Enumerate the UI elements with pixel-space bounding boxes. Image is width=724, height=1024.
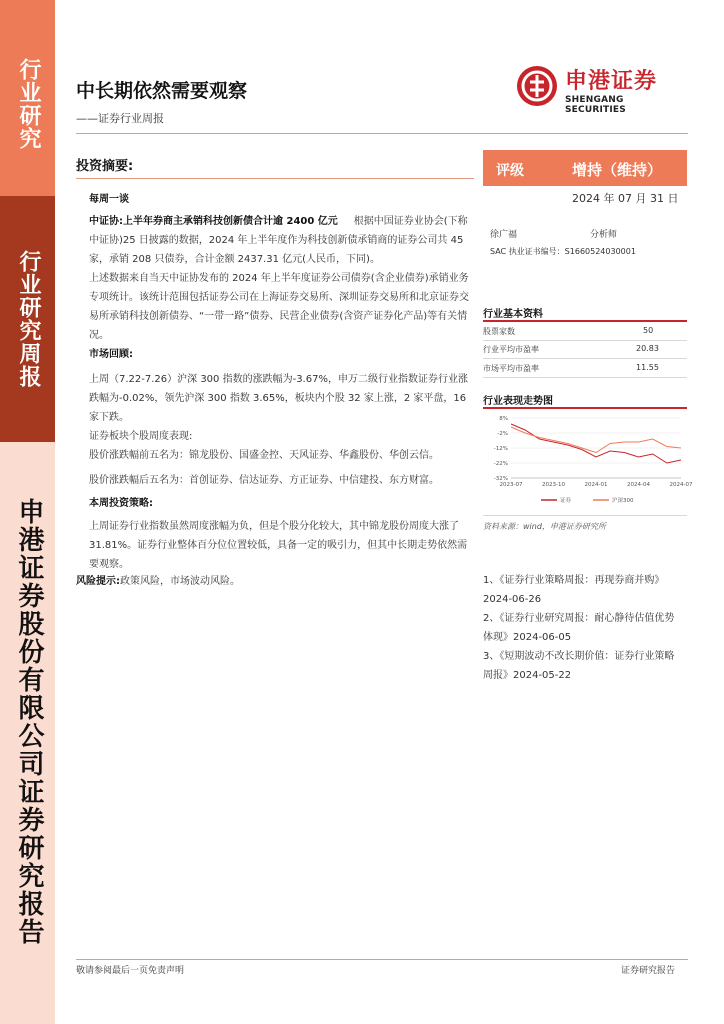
chart-x-tick-label: 2023-07	[499, 482, 523, 488]
report-title: 中长期依然需要观察	[76, 80, 248, 102]
info-row-value: 11.55	[636, 363, 659, 372]
top-five-stocks: 股价涨跌幅前五名为：锦龙股份、国盛金控、天风证券、华鑫股份、华创云信。	[89, 450, 439, 461]
chart-legend-label: 沪深300	[612, 498, 634, 504]
analyst-title: 分析师	[590, 230, 618, 240]
analyst-sac-number: SAC 执业证书编号：S1660524030001	[490, 247, 636, 256]
report-subtitle: ——证券行业周报	[76, 112, 164, 125]
bottom-five-stocks: 股价涨跌幅后五名为：首创证券、信达证券、方正证券、中信建投、东方财富。	[89, 475, 439, 486]
info-row-divider	[483, 358, 687, 359]
header-divider	[76, 133, 688, 134]
chart-source-divider	[483, 515, 687, 516]
info-row-label: 股票家数	[483, 327, 515, 336]
chart-x-tick-label: 2024-07	[669, 482, 693, 488]
trend-chart-heading: 行业表现走势图	[483, 396, 553, 407]
rating-value: 增持（维持）	[572, 161, 663, 179]
chart-y-tick-label: -12%	[493, 446, 508, 452]
summary-divider	[76, 178, 474, 179]
industry-trend-chart	[483, 412, 693, 512]
info-row-label: 市场平均市盈率	[483, 364, 539, 373]
chart-y-tick-label: -2%	[497, 431, 508, 437]
info-row-value: 20.83	[636, 344, 659, 353]
summary-heading: 投资摘要:	[76, 159, 134, 174]
weekly-paragraph-1-lead: 中证协:上半年券商主承销科技创新债合计逾 2400 亿元	[89, 216, 338, 227]
chart-y-tick-label: -22%	[493, 461, 508, 467]
rating-label: 评级	[496, 163, 524, 179]
analyst-name: 徐广福	[490, 230, 518, 240]
logo-name-en: SHENGANG SECURITIES	[565, 95, 626, 115]
chart-x-tick-label: 2024-01	[584, 482, 608, 488]
chart-y-tick-label: -32%	[493, 476, 508, 482]
company-logo	[517, 66, 687, 115]
strategy-text: 上周证券行业指数虽然周度涨幅为负，但是个股分化较大，其中锦龙股份周度大涨了 31.81%。证券行业整体百分位位置较低，具备一定的吸引力，但其中长期走势依然需要观察。	[89, 521, 468, 570]
sector-performance-heading: 证券板块个股周度表现:	[89, 431, 193, 442]
chart-x-tick-label: 2024-04	[627, 482, 650, 488]
logo-emblem-icon	[517, 66, 557, 106]
info-row-label: 行业平均市盈率	[483, 345, 539, 354]
footer-report-type: 证券研究报告	[621, 966, 676, 976]
logo-name-cn: 申港证券	[565, 69, 658, 94]
risk-notice	[76, 572, 240, 591]
chart-series-line	[511, 424, 681, 463]
info-row-divider	[483, 340, 687, 341]
weekly-paragraph-2: 上述数据来自当天中证协发布的 2024 年上半年度证券公司债券(含企业债券)承销业务专项统计。该统计范围包括证券公司在上海证券交易所、深圳证券交易所和北京证券交易所承销科技创新债券、“一带一路”债券、民营企业债券(含资产证券化产品)等有关情况。	[89, 273, 469, 341]
footer-divider	[76, 959, 688, 960]
market-review-text: 上周（7.22-7.26）沪深 300 指数的涨跌幅为-3.67%，申万二级行业指数证券行业涨跌幅为-0.02%，领先沪深 300 指数 3.65%，板块内个股 32 家上涨，2 家平盘，16 家下跌。	[89, 374, 468, 423]
chart-source: 资料来源：wind，申港证券研究所	[483, 522, 606, 531]
chart-x-tick-label: 2023-10	[542, 482, 565, 488]
risk-label: 风险提示:	[76, 576, 120, 587]
strategy-heading: 本周投资策略:	[89, 498, 153, 509]
related-report-3[interactable]: 3、《短期波动不改长期价值：证券行业策略周报》2024-05-22	[483, 651, 675, 681]
related-report-2[interactable]: 2、《证券行业研究周报：耐心静待估值优势体现》2024-06-05	[483, 613, 675, 643]
info-row-value: 50	[643, 326, 654, 335]
chart-series-line	[511, 427, 681, 453]
report-date: 2024 年 07 月 31 日	[572, 192, 679, 205]
sidebar-company-label: 申港证券股份有限公司证券研究报告	[14, 498, 44, 946]
sidebar-report-type-label: 行业研究周报	[16, 250, 42, 388]
risk-text: 政策风险，市场波动风险。	[120, 576, 240, 587]
weekly-paragraph-1-text: 根据中国证券业协会(下称中证协)25 日披露的数据，2024 年上半年度作为科技创新债承销商的证券公司共 45 家，承销 208 只债券，合计金额 2437.31 亿元(人民币，下同)。	[89, 216, 468, 265]
info-row-divider	[483, 377, 687, 378]
weekly-paragraph-1	[89, 212, 470, 269]
trend-chart-divider	[483, 407, 687, 409]
industry-info-heading: 行业基本资料	[483, 309, 543, 320]
footer-disclaimer: 敬请参阅最后一页免责声明	[76, 966, 185, 976]
chart-y-tick-label: 8%	[499, 416, 508, 422]
weekly-heading: 每周一谈	[89, 194, 129, 205]
market-review-heading: 市场回顾:	[89, 349, 133, 360]
industry-info-divider	[483, 320, 687, 322]
related-report-1[interactable]: 1、《证券行业策略周报：再现券商并购》2024-06-26	[483, 575, 665, 605]
chart-legend-label: 证券	[560, 498, 572, 504]
sidebar-category-label: 行业研究	[16, 58, 42, 150]
